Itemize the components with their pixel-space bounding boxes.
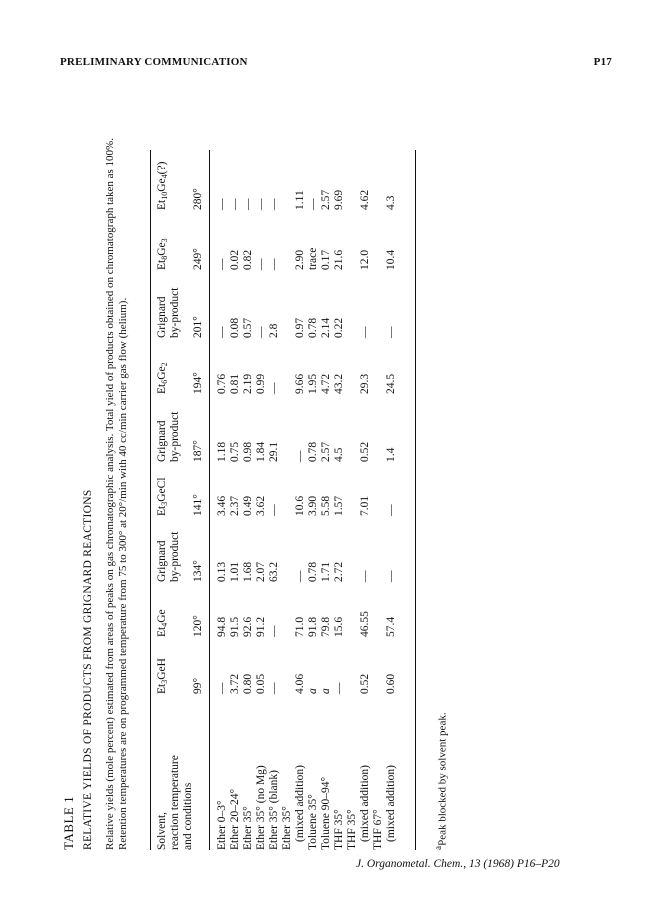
table-cell: 0.02: [229, 249, 241, 270]
column-header-temp: 134°: [192, 560, 204, 582]
table-cell: 43.2: [333, 373, 345, 394]
table-cell: —: [333, 682, 345, 694]
row-label: Ether 35° (no Mg): [255, 765, 267, 850]
table-cell: 21.6: [333, 249, 345, 270]
column-header-temp: 201°: [192, 316, 204, 338]
journal-citation: J. Organometal. Chem., 13 (1968) P16–P20: [356, 858, 560, 870]
row-label: Ether 35° (blank): [268, 770, 280, 850]
column-header-name: Grignard: [156, 420, 168, 462]
row-label: (mixed addition): [359, 765, 371, 842]
table-cell: —: [216, 682, 228, 694]
table-cell: —: [268, 504, 280, 516]
table-cell: 0.17: [320, 249, 332, 270]
stub-header-line: and conditions: [182, 782, 194, 850]
table-cell: 0.98: [242, 441, 254, 462]
table-cell: 0.57: [242, 317, 254, 338]
table-cell: 2.14: [320, 317, 332, 338]
table-cell: 1.68: [242, 561, 254, 582]
table-cell: 0.97: [294, 317, 306, 338]
row-label: Toluene 35°: [307, 794, 319, 850]
table-cell: 0.78: [307, 317, 319, 338]
column-header-temp: 194°: [192, 372, 204, 394]
table-cell: 0.99: [255, 373, 267, 394]
table-cell: 29.3: [359, 373, 371, 394]
table-cell: 46.55: [359, 611, 371, 637]
table-cell: 9.69: [333, 189, 345, 210]
table-cell: —: [268, 258, 280, 270]
table-cell: 12.0: [359, 249, 371, 270]
column-header-name: Grignard: [156, 296, 168, 338]
page-number: P17: [593, 56, 612, 68]
column-header-name: $Et_3GeH$: [156, 658, 169, 694]
page-header-left: PRELIMINARY COMMUNICATION: [60, 56, 248, 68]
table-description: Relative yields (mole percent) estimated from areas of peaks on gas chromatographic analysis. Total yield of products obtained on chromatograph taken as 100%. Retention temperatures are on programmed temperature from 75 to 300° at 20°/min with 40 cc/min carrier gas flow (helium).: [104, 138, 129, 850]
table-cell: 3.46: [216, 495, 228, 516]
table-cell: 3.90: [307, 495, 319, 516]
table-cell: 94.8: [216, 616, 228, 637]
table-cell: —: [294, 450, 306, 462]
table-cell: —: [216, 326, 228, 338]
table-cell: 2.57: [320, 441, 332, 462]
table-cell: 0.52: [359, 673, 371, 694]
table-cell: —: [294, 570, 306, 582]
table-cell: 79.8: [320, 616, 332, 637]
table-cell: 0.05: [255, 673, 267, 694]
table-cell: —: [359, 326, 371, 338]
table-cell: trace: [307, 247, 319, 270]
table-cell: 4.06: [294, 673, 306, 694]
column-header-name: $Et_6Ge_2$: [156, 362, 169, 394]
table-cell: 57.4: [385, 616, 397, 637]
table-cell: —: [216, 258, 228, 270]
column-header-name: by-product: [169, 411, 181, 462]
column-header-temp: 187°: [192, 440, 204, 462]
table-cell: 0.78: [307, 441, 319, 462]
table-cell: 1.18: [216, 441, 228, 462]
table-cell: 0.82: [242, 249, 254, 270]
table-label: TABLE 1: [61, 795, 76, 850]
table-cell: 7.01: [359, 495, 371, 516]
table-cell: 0.52: [359, 441, 371, 462]
column-header-temp: 280°: [192, 188, 204, 210]
table-cell: 0.78: [307, 561, 319, 582]
table-cell: —: [385, 504, 397, 516]
row-label: THF 35°: [346, 809, 358, 850]
table-cell: 2.8: [268, 323, 280, 338]
row-label: Ether 0–3°: [216, 800, 228, 850]
row-label: THF 67°: [372, 809, 384, 850]
table-cell: —: [385, 326, 397, 338]
table-cell: 0.22: [333, 317, 345, 338]
table-rule-header: [209, 150, 210, 850]
table-cell: —: [268, 382, 280, 394]
row-label: Toluene 90–94°: [320, 776, 332, 850]
table-cell: 0.13: [216, 561, 228, 582]
column-header-temp: 120°: [192, 615, 204, 637]
table-footnote: [432, 712, 450, 850]
table-cell: 5.58: [320, 495, 332, 516]
column-header-temp: 141°: [192, 494, 204, 516]
footnote-mark: a: [433, 845, 443, 850]
table-cell: —: [359, 570, 371, 582]
table-cell: —: [255, 198, 267, 210]
table-cell: 10.6: [294, 495, 306, 516]
table-cell: 1.4: [385, 447, 397, 462]
rotated-table-block: [60, 90, 580, 850]
column-header-name: $Et_3GeCl$: [156, 477, 169, 516]
table-cell: —: [268, 198, 280, 210]
table-cell: —: [385, 570, 397, 582]
table-cell: —: [255, 258, 267, 270]
row-label: THF 35°: [333, 809, 345, 850]
table-cell: —: [229, 198, 241, 210]
table-cell: 2.72: [333, 561, 345, 582]
table-cell: 91.8: [307, 616, 319, 637]
table-cell: 2.19: [242, 373, 254, 394]
table-cell: 63.2: [268, 561, 280, 582]
row-label: (mixed addition): [385, 765, 397, 842]
table-cell: 0.80: [242, 673, 254, 694]
table-cell: a: [320, 688, 332, 694]
table-cell: 0.08: [229, 317, 241, 338]
column-header-name: by-product: [169, 531, 181, 582]
table-cell: 71.0: [294, 616, 306, 637]
table-cell: 1.57: [333, 495, 345, 516]
table-cell: 0.81: [229, 373, 241, 394]
table-cell: 1.84: [255, 441, 267, 462]
row-label: Ether 20–24°: [229, 788, 241, 850]
table-cell: 92.6: [242, 616, 254, 637]
column-header-name: $Et_8Ge_3$: [156, 238, 169, 270]
table-cell: 2.07: [255, 561, 267, 582]
row-label: (mixed addition): [294, 765, 306, 842]
table-cell: 15.6: [333, 616, 345, 637]
table-cell: 3.72: [229, 673, 241, 694]
table-rule-top: [150, 150, 151, 850]
table-cell: 91.5: [229, 616, 241, 637]
stub-header-line: reaction temperature: [169, 755, 181, 850]
column-header-name: $Et_{10}Ge_4(?)$: [156, 161, 169, 210]
column-header-temp: 99°: [192, 677, 204, 694]
row-label: Ether 35°: [242, 806, 254, 850]
table-cell: 4.3: [385, 195, 397, 210]
column-header-name: $Et_4Ge$: [156, 609, 169, 637]
table-cell: 2.57: [320, 189, 332, 210]
footnote-text: Peak blocked by solvent peak.: [436, 712, 449, 846]
table-cell: —: [216, 198, 228, 210]
table-cell: 3.62: [255, 495, 267, 516]
table-cell: —: [255, 326, 267, 338]
table-cell: 0.75: [229, 441, 241, 462]
table-cell: 4.62: [359, 189, 371, 210]
table-cell: 4.72: [320, 373, 332, 394]
row-label: Ether 35°: [281, 806, 293, 850]
table-cell: 1.71: [320, 561, 332, 582]
table-cell: 2.37: [229, 495, 241, 516]
table-cell: —: [268, 625, 280, 637]
table-cell: 2.90: [294, 249, 306, 270]
table-caption: RELATIVE YIELDS OF PRODUCTS FROM GRIGNARD REACTIONS: [82, 489, 94, 850]
table-cell: —: [268, 682, 280, 694]
column-header-name: Grignard: [156, 540, 168, 582]
table-cell: 9.66: [294, 373, 306, 394]
table-cell: 24.5: [385, 373, 397, 394]
stub-header-line: Solvent,: [156, 811, 168, 850]
table-rule-bottom: [415, 150, 416, 850]
table-cell: 91.2: [255, 616, 267, 637]
table-cell: —: [307, 198, 319, 210]
column-header-name: by-product: [169, 287, 181, 338]
table-cell: 1.01: [229, 561, 241, 582]
table-cell: 0.76: [216, 373, 228, 394]
table-cell: 0.49: [242, 495, 254, 516]
column-header-temp: 249°: [192, 248, 204, 270]
table-cell: 10.4: [385, 249, 397, 270]
table-cell: 1.95: [307, 373, 319, 394]
table-cell: 0.60: [385, 673, 397, 694]
table-cell: —: [242, 198, 254, 210]
table-cell: a: [307, 688, 319, 694]
table-cell: 29.1: [268, 441, 280, 462]
table-cell: 1.11: [294, 190, 306, 210]
table-cell: 4.5: [333, 447, 345, 462]
